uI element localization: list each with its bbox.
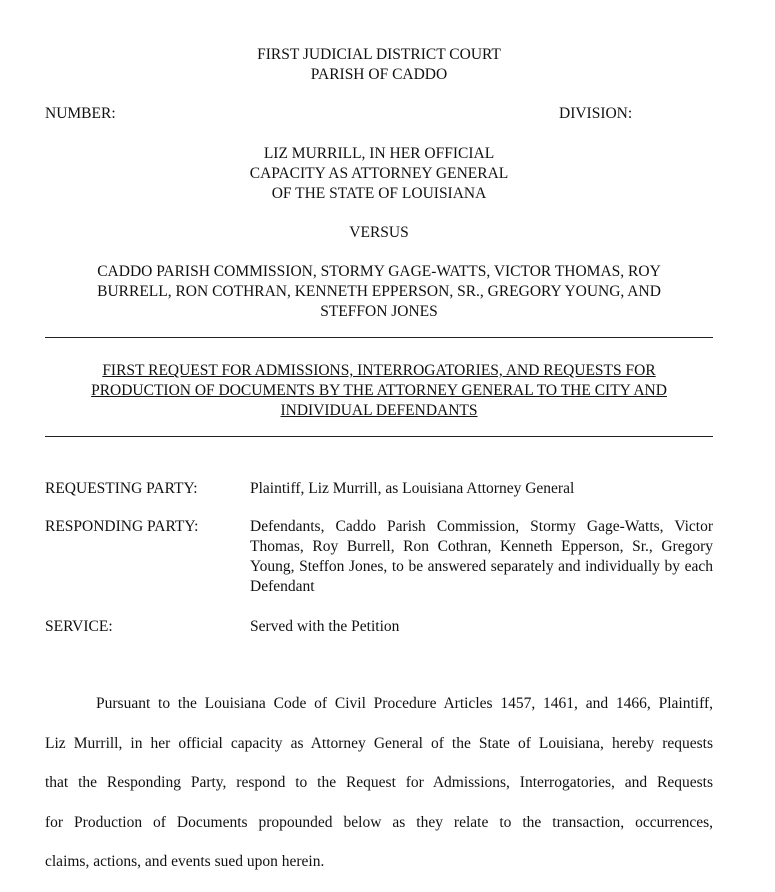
- paragraph-line: claims, actions, and events sued upon herein.: [45, 853, 325, 870]
- paragraph-line: Liz Murrill, in her official capacity as Attorney General of the State of Louisiana, hereby requests: [45, 734, 713, 752]
- number-label: NUMBER:: [45, 105, 116, 122]
- divider-top: [45, 337, 713, 338]
- requesting-party-value: Plaintiff, Liz Murrill, as Louisiana Attorney General: [250, 480, 575, 497]
- plaintiff-line: LIZ MURRILL, IN HER OFFICIAL: [263, 145, 495, 162]
- versus-label: [45, 223, 713, 243]
- responding-party-label: RESPONDING PARTY:: [45, 518, 199, 535]
- division-label: DIVISION:: [559, 105, 633, 122]
- requesting-party-label: REQUESTING PARTY:: [45, 480, 198, 497]
- document-page: [45, 0, 713, 892]
- responding-party-value: Defendants, Caddo Parish Commission, Stormy Gage-Watts, Victor Thomas, Roy Burrell, Ron Cothran, Kenneth Epperson, Sr., Gregory Young, Steffon Jones, to be answered separately and individually by each Defendant: [250, 518, 713, 595]
- title-line: INDIVIDUAL DEFENDANTS: [280, 402, 478, 419]
- document-title: [45, 361, 713, 421]
- court-header: [45, 45, 713, 85]
- service-label: SERVICE:: [45, 618, 113, 635]
- body-paragraph: [45, 694, 713, 892]
- service-value: Served with the Petition: [250, 618, 400, 635]
- defendants-caption: [45, 262, 713, 322]
- court-name: FIRST JUDICIAL DISTRICT COURT: [257, 46, 501, 63]
- title-line: FIRST REQUEST FOR ADMISSIONS, INTERROGATORIES, AND REQUESTS FOR: [102, 362, 656, 379]
- paragraph-line: Pursuant to the Louisiana Code of Civil Procedure Articles 1457, 1461, and 1466, Plaintiff,: [96, 695, 713, 712]
- versus-text: VERSUS: [349, 224, 409, 241]
- defendant-line: BURRELL, RON COTHRAN, KENNETH EPPERSON, SR., GREGORY YOUNG, AND: [97, 283, 661, 300]
- plaintiff-line: OF THE STATE OF LOUISIANA: [271, 185, 487, 202]
- defendant-line: CADDO PARISH COMMISSION, STORMY GAGE-WATTS, VICTOR THOMAS, ROY: [97, 263, 661, 280]
- paragraph-line: that the Responding Party, respond to the Request for Admissions, Interrogatories, and Requests: [45, 774, 713, 791]
- parish-name: PARISH OF CADDO: [310, 66, 448, 83]
- number-division-row: [45, 104, 713, 124]
- paragraph-line: for Production of Documents propounded below as they relate to the transaction, occurrences,: [45, 813, 713, 831]
- title-line: PRODUCTION OF DOCUMENTS BY THE ATTORNEY GENERAL TO THE CITY AND: [91, 382, 667, 399]
- divider-bottom: [45, 436, 713, 437]
- defendant-line: STEFFON JONES: [320, 303, 438, 320]
- plaintiff-caption: [45, 144, 713, 204]
- plaintiff-line: CAPACITY AS ATTORNEY GENERAL: [249, 165, 509, 182]
